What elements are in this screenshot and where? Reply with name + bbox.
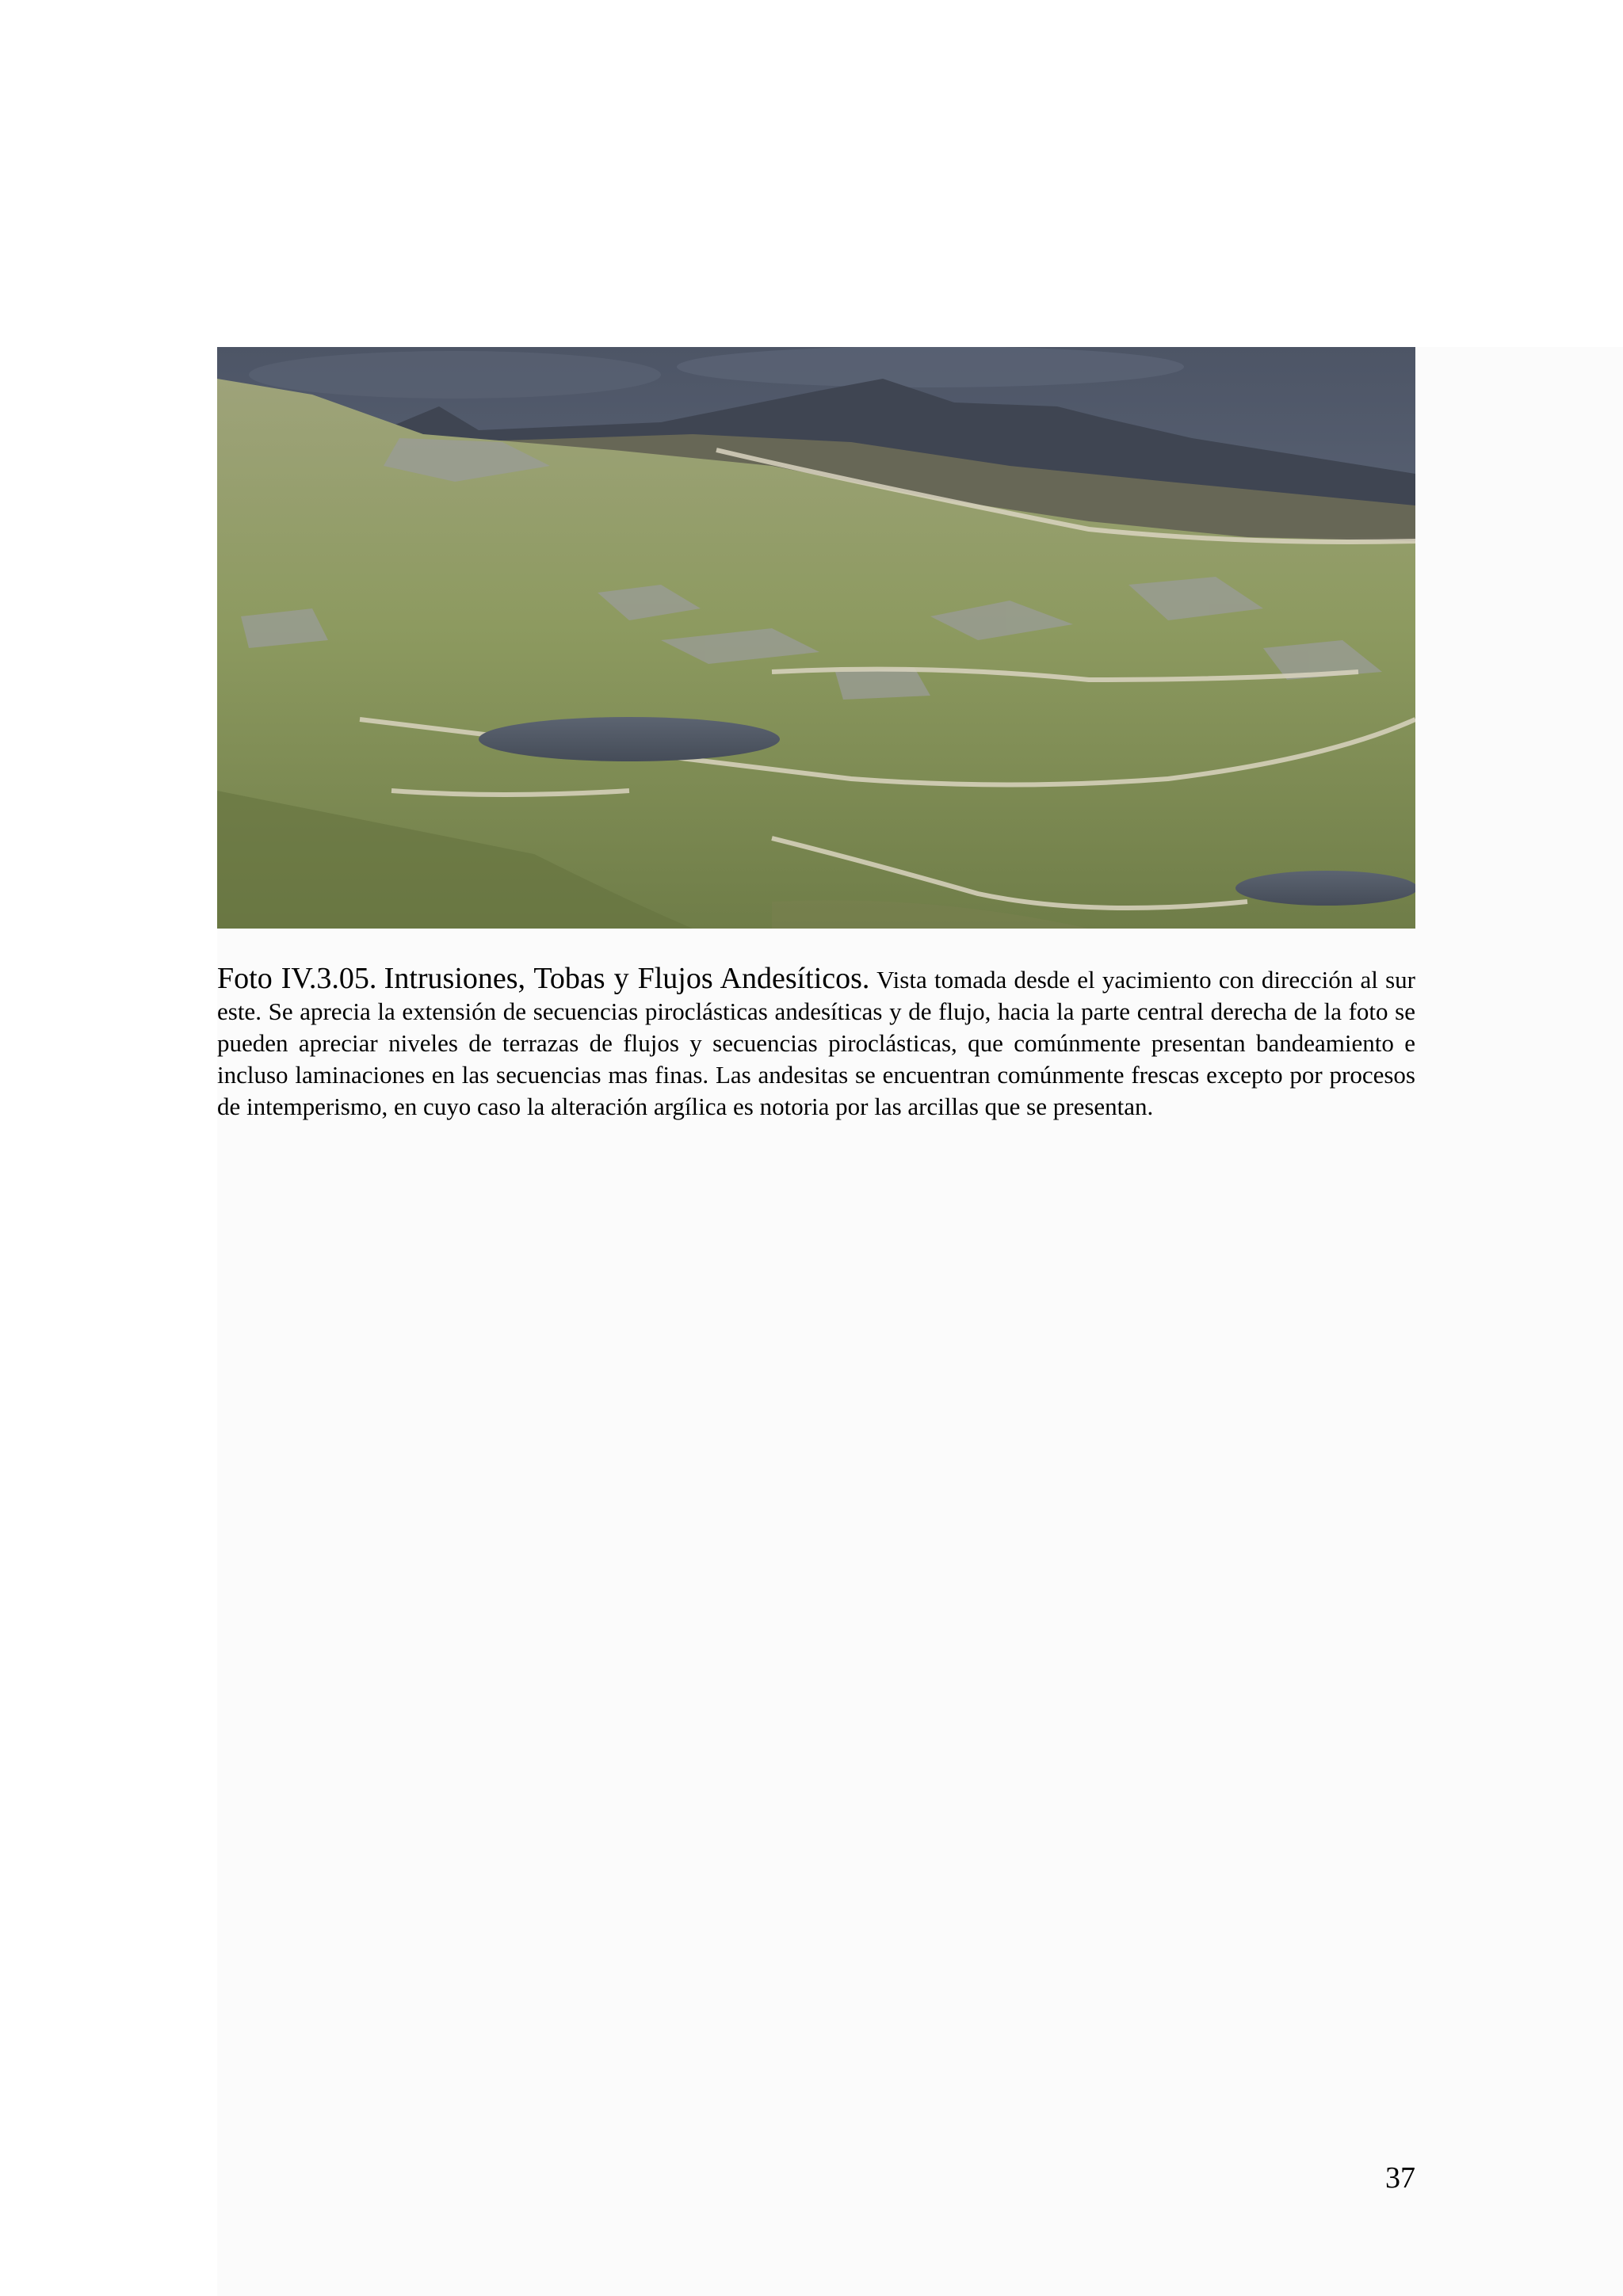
caption-text: Vista tomada desde el yacimiento con dirección al sur este. Se aprecia la extensión de secuencias piroclásticas andesíticas y de flujo, hacia la parte central derecha de la foto se pueden apreciar niveles de terrazas de flujos y secuencias piroclásticas, que comúnmente presentan bandeamiento e incluso laminaciones en las secuencias mas finas. Las andesitas se encuentran comúnmente frescas excepto por procesos de intemperismo, en cuyo caso la alteración argílica es notoria por las arcillas que se presentan. xyxy=(217,966,1416,1120)
landscape-illustration xyxy=(217,347,1415,929)
caption-id: Foto IV.3.05. xyxy=(217,962,377,995)
page-number: 37 xyxy=(1385,2161,1415,2195)
figure-caption xyxy=(217,963,1415,1123)
caption-title: Intrusiones, Tobas y Flujos Andesíticos. xyxy=(384,962,870,995)
landscape-photo xyxy=(217,347,1415,929)
